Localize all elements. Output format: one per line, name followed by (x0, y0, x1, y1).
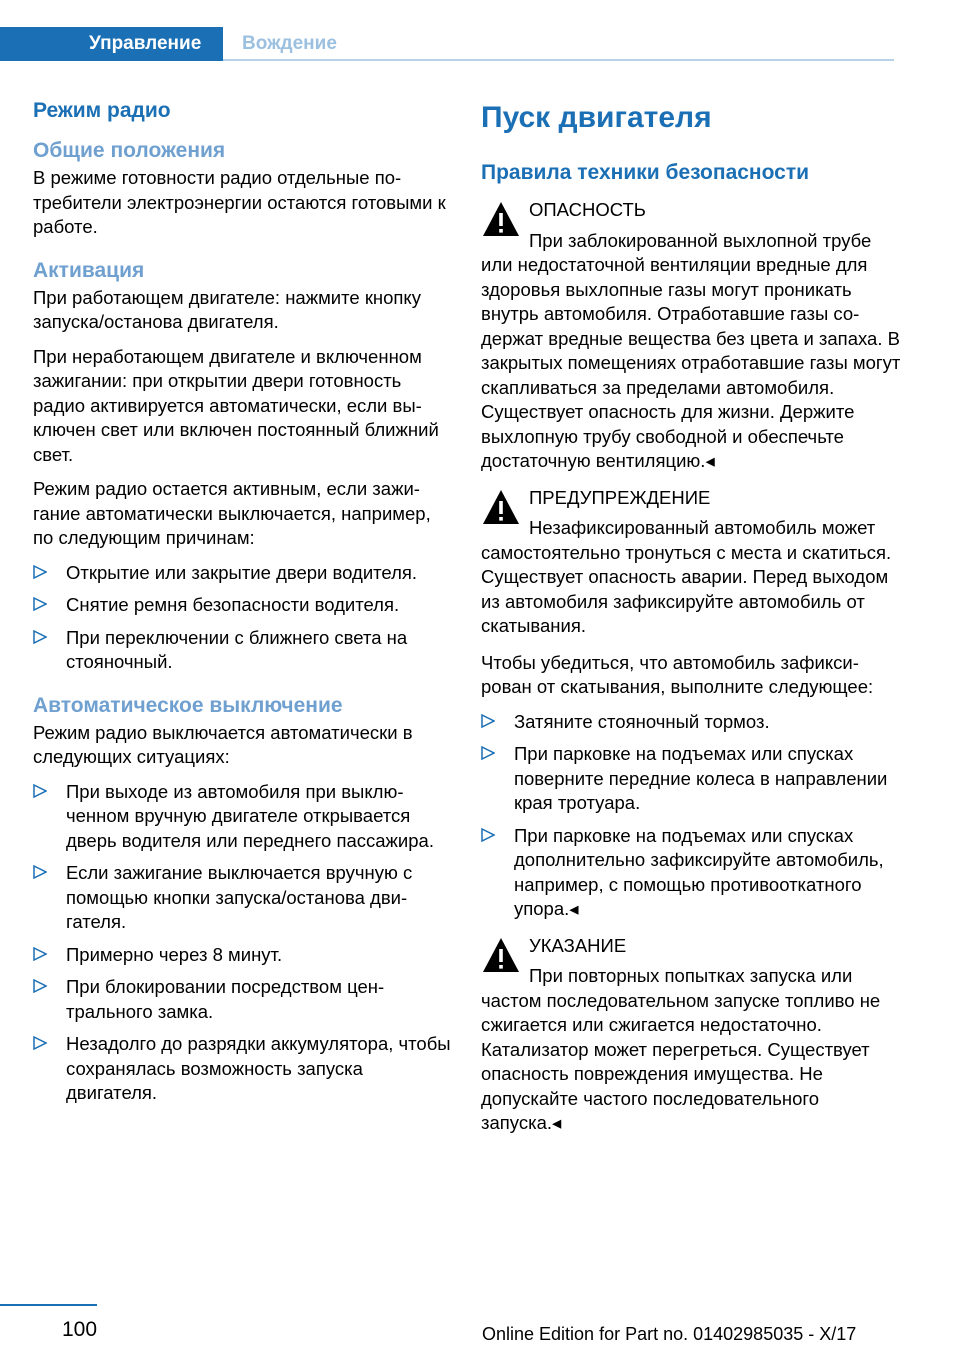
heading-auto-off: Автоматическое выключение (33, 693, 343, 717)
list-item (33, 561, 453, 586)
triangle-bullet-icon (33, 630, 47, 644)
tab-driving[interactable]: Вождение (242, 33, 337, 54)
list-item (481, 824, 901, 922)
triangle-bullet-icon (481, 714, 495, 728)
header-divider (223, 59, 894, 61)
list-item-text: При выходе из автомобиля при выключенном вручную двигателе открывается дверь водителя или переднего пассажира. (66, 780, 434, 851)
heading-engine-start: Пуск двигателя (481, 101, 712, 134)
list-item (481, 710, 901, 735)
list-item-text: Если зажигание выключается вручную с помощью кнопки запуска/останова двигателя. (66, 862, 413, 932)
list-item-text: При парковке на подъемах или спусках поверните передние колеса в направлении края тротуара. (514, 743, 888, 813)
triangle-bullet-icon (33, 865, 47, 879)
list-item (33, 861, 453, 935)
list-item (33, 975, 453, 1024)
list-item-text: Незадолго до разрядки аккумулятора, чтобы сохранялась возможность запуска двигателя. (66, 1033, 451, 1103)
warning-triangle-icon (481, 488, 521, 526)
list-item (33, 1032, 453, 1106)
triangle-bullet-icon (33, 979, 47, 993)
note-text: При повторных попытках запуска или частом последовательном запуске топливо не сжигается или сжигается недостаточно. Катализатор может перегреться. Существует опасность повреждения имущества. Не допускайте частого последовательного запуска.◂ (481, 965, 881, 1133)
tab-control[interactable] (0, 27, 223, 61)
paragraph-general: В режиме готовности радио отдельные потребители электроэнергии остаются готовыми к работе. (33, 167, 446, 237)
list-auto-off (33, 780, 453, 1106)
footer-divider (0, 1304, 97, 1306)
danger-notice (481, 198, 901, 474)
list-activation-reasons (33, 561, 453, 675)
heading-general: Общие положения (33, 139, 226, 162)
list-item (33, 780, 453, 854)
triangle-bullet-icon (33, 1036, 47, 1050)
list-item-text: Затяните стояночный тормоз. (514, 710, 770, 732)
heading-radio-mode: Режим радио (33, 99, 171, 122)
list-item-text: При переключении с ближнего света на стояночный. (66, 626, 408, 672)
warning-triangle-icon (481, 200, 521, 238)
triangle-bullet-icon (33, 597, 47, 611)
left-column (33, 98, 453, 1114)
warning-notice (481, 486, 901, 639)
triangle-bullet-icon (33, 784, 47, 798)
warning-triangle-icon (481, 936, 521, 974)
paragraph-activation-3: Режим радио остается активным, если зажигание автоматически выключается, например, по следующим причинам: (33, 478, 431, 548)
right-column (481, 98, 901, 1148)
danger-text: При заблокированной выхлопной трубе или недостаточной вентиляции вредные для здоровья выхлопные газы могут проникать внутрь автомобиля. Отработавшие газы содержат вредные вещества без цвета и запаха. В закрытых помещениях отработавшие газы могут скапливаться за пределами автомобиля. Существует опасность для жизни. Держите выхлопную трубу свободной и обеспечьте достаточную вентиляцию.◂ (481, 229, 901, 471)
warning-text: Незафиксированный автомобиль может самостоятельно тронуться с места и скатиться. Существует опасность аварии. Перед выходом из автомобиля зафиксируйте автомобиль от скатывания. (481, 517, 892, 636)
page-number: 100 (62, 1318, 98, 1341)
paragraph-activation-1: При работающем двигателе: нажмите кнопку запуска/останова двигателя. (33, 286, 421, 332)
list-item-text: Открытие или закрытие двери водителя. (66, 561, 418, 583)
list-item-text: При парковке на подъемах или спусках дополнительно зафиксируйте автомобиль, например, с помощью противооткатного упора.◂ (514, 824, 884, 919)
note-notice (481, 934, 901, 1136)
list-item (33, 943, 453, 968)
triangle-bullet-icon (481, 828, 495, 842)
paragraph-fix: Чтобы убедиться, что автомобиль зафиксирован от скатывания, выполните следующее: (481, 651, 874, 697)
list-item-text: При блокировании посредством центрального замка. (66, 976, 385, 1022)
list-item (33, 593, 453, 618)
paragraph-activation-2: При неработающем двигателе и включенном зажигании: при открытии двери готовность радио активируется автоматически, если выключен свет или включен постоянный ближний свет. (33, 345, 439, 465)
danger-label: ОПАСНОСТЬ (529, 199, 646, 220)
triangle-bullet-icon (481, 746, 495, 760)
note-label: УКАЗАНИЕ (529, 934, 627, 956)
header-tabs (0, 27, 894, 61)
list-item-text: Примерно через 8 минут. (66, 943, 283, 965)
triangle-bullet-icon (33, 565, 47, 579)
triangle-bullet-icon (33, 947, 47, 961)
heading-activation: Активация (33, 258, 145, 282)
list-item-text: Снятие ремня безопасности водителя. (66, 594, 400, 615)
warning-label: ПРЕДУПРЕЖДЕНИЕ (529, 486, 711, 508)
edition-note: Online Edition for Part no. 01402985035 - X/17 (482, 1324, 857, 1344)
list-item (33, 626, 453, 675)
list-item (481, 742, 901, 816)
heading-safety-rules: Правила техники безопасности (481, 161, 810, 184)
paragraph-auto-off: Режим радио выключается автоматически в следующих ситуациях: (33, 721, 413, 767)
list-fix-steps (481, 710, 901, 922)
tab-control-label: Управление (89, 33, 202, 54)
